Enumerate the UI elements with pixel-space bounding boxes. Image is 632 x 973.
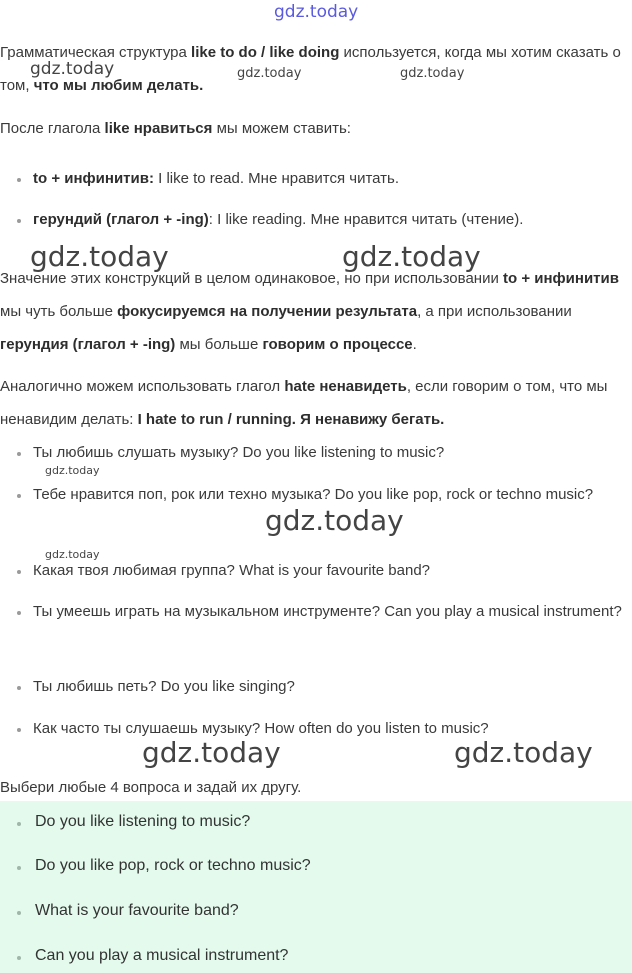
meaning-paragraph: Значение этих конструкций в целом одинаковое, но при использовании to + инфинитив мы чуть больше фокусируемся на получении результата, а при использовании герундия (глагол + -ing) мы больше говорим о процессе. — [0, 270, 619, 353]
watermark: gdz.today — [265, 504, 404, 537]
bullet — [17, 728, 21, 732]
answer-item: What is your favourite band? — [35, 902, 239, 919]
bullet — [17, 911, 21, 915]
question-item: Ты любишь слушать музыку? Do you like listening to music? — [33, 444, 445, 461]
bullet — [17, 219, 21, 223]
answer-item: Do you like listening to music? — [35, 813, 251, 830]
list-item: to + инфинитив: I like to read. Мне нравится читать. — [33, 170, 400, 187]
question-item: Как часто ты слушаешь музыку? How often do you listen to music? — [33, 720, 489, 737]
watermark: gdz.today — [30, 59, 115, 79]
watermark: gdz.today — [30, 240, 169, 273]
watermark: gdz.today — [342, 240, 481, 273]
question-item: Ты умеешь играть на музыкальном инструменте? Can you play a musical instrument? — [33, 603, 622, 620]
bullet — [17, 611, 21, 615]
bullet — [17, 822, 21, 826]
answer-item: Can you play a musical instrument? — [35, 947, 289, 964]
bullet — [17, 494, 21, 498]
intro-paragraph: Грамматическая структура like to do / like doing используется, когда мы хотим сказать о том, что мы любим делать. — [0, 44, 621, 94]
question-item: Тебе нравится поп, рок или техно музыка? Do you like pop, rock or techno music? — [33, 486, 594, 503]
task-text: Выбери любые 4 вопроса и задай их другу. — [0, 779, 302, 796]
question-item: Ты любишь петь? Do you like singing? — [33, 678, 295, 695]
list-item: герундий (глагол + -ing): I like reading. Мне нравится читать (чтение). — [33, 211, 524, 228]
watermark-top: gdz.today — [274, 2, 359, 22]
answer-item: Do you like pop, rock or techno music? — [35, 857, 311, 874]
answer-block — [0, 801, 632, 973]
bullet — [17, 866, 21, 870]
bullet — [17, 686, 21, 690]
watermark: gdz.today — [237, 66, 302, 81]
watermark: gdz.today — [454, 736, 593, 769]
question-item: Какая твоя любимая группа? What is your favourite band? — [33, 562, 431, 579]
watermark: gdz.today — [400, 66, 465, 81]
bullet — [17, 570, 21, 574]
hate-paragraph: Аналогично можем использовать глагол hate ненавидеть, если говорим о том, что мы ненавидим делать: I hate to run / running. Я ненавижу бегать. — [0, 378, 608, 428]
after-verb-paragraph: После глагола like нравиться мы можем ставить: — [0, 120, 351, 137]
bullet — [17, 178, 21, 182]
bullet — [17, 956, 21, 960]
bullet — [17, 452, 21, 456]
watermark: gdz.today — [142, 736, 281, 769]
watermark: gdz.today — [45, 548, 100, 561]
watermark: gdz.today — [45, 464, 100, 477]
